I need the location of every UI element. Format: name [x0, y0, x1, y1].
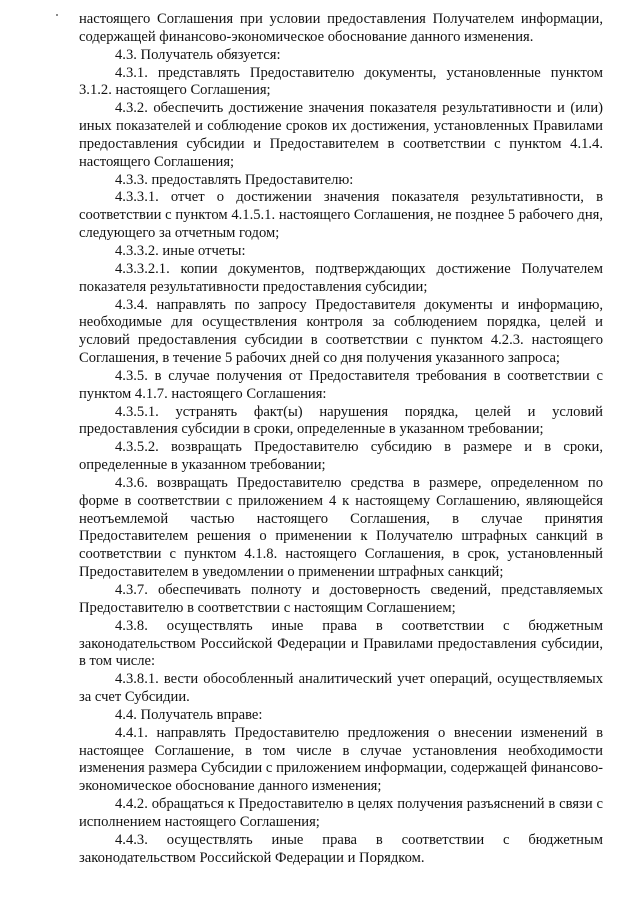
paragraph: 4.3.3. предоставлять Предоставителю:: [115, 171, 354, 188]
paragraph: 4.3.3.2.1. копии документов, подтверждающих достижение Получателем показателя результативности предоставления субсидии;: [79, 260, 603, 295]
paragraph: 4.3.1. представлять Предоставителю документы, установленные пунктом 3.1.2. настоящего Соглашения;: [79, 64, 603, 99]
paragraph: 4.4.1. направлять Предоставителю предложения о внесении изменений в настоящее Соглашение, в том числе в случае установления необходимости изменения размера Субсидии с приложением информации, содержащей финансово-экономическое обоснование данного изменения;: [79, 724, 603, 795]
paragraph: 4.3. Получатель обязуется:: [115, 46, 281, 63]
paragraph: 4.3.5.1. устранять факт(ы) нарушения порядка, целей и условий предоставления субсидии в сроки, определенные в указанном требовании;: [79, 403, 603, 438]
paragraph: 4.4.3. осуществлять иные права в соответствии с бюджетным законодательством Российской Федерации и Порядком.: [79, 831, 603, 866]
paragraph: 4.3.5. в случае получения от Предоставителя требования в соответствии с пунктом 4.1.7. настоящего Соглашения:: [79, 367, 603, 402]
paragraph: 4.3.8. осуществлять иные права в соответствии с бюджетным законодательством Российской Федерации и Правилами предоставления субсидии, в том числе:: [79, 617, 603, 670]
paragraph: 4.3.7. обеспечивать полноту и достоверность сведений, представляемых Предоставителю в соответствии с настоящим Соглашением;: [79, 582, 603, 616]
paragraph: 4.4. Получатель вправе:: [115, 706, 263, 723]
paragraph: 4.3.6. возвращать Предоставителю средства в размере, определенном по форме в соответствии с приложением 4 к настоящему Соглашению, являющейся неотъемлемой частью настоящего Соглашения, в случае принятия Предоставителем решения о применении к Получателю штрафных санкций в соответствии с пунктом 4.1.8. настоящего Соглашения, в срок, установленный Предоставителем в уведомлении о применении штрафных санкций;: [79, 474, 603, 581]
document-page: [79, 11, 603, 868]
paragraph: 4.3.3.2. иные отчеты:: [115, 242, 246, 259]
paragraph: 4.3.5.2. возвращать Предоставителю субсидию в размере и в сроки, определенные в указанном требовании;: [79, 439, 603, 474]
paragraph: 4.3.4. направлять по запросу Предоставителя документы и информацию, необходимые для осуществления контроля за соблюдением порядка, целей и условий предоставления субсидии в соответствии с пунктом 4.2.3. настоящего Соглашения, в течение 5 рабочих дней со дня получения указанного запроса;: [79, 296, 603, 367]
scan-speck: [56, 14, 58, 16]
paragraph: 4.4.2. обращаться к Предоставителю в целях получения разъяснений в связи с исполнением настоящего Соглашения;: [79, 796, 603, 830]
paragraph: 4.3.2. обеспечить достижение значения показателя результативности и (или) иных показателей и соблюдение сроков их достижения, установленных Правилами предоставления субсидии и Предоставителем в соответствии с пунктом 4.1.4. настоящего Соглашения;: [79, 100, 603, 170]
paragraph: настоящего Соглашения при условии предоставления Получателем информации, содержащей финансово-экономическое обоснование данного изменения.: [79, 11, 603, 45]
paragraph: 4.3.3.1. отчет о достижении значения показателя результативности, в соответствии с пунктом 4.1.5.1. настоящего Соглашения, не позднее 5 рабочего дня, следующего за отчетным годом;: [79, 189, 603, 242]
paragraph: 4.3.8.1. вести обособленный аналитический учет операций, осуществляемых за счет Субсидии.: [79, 671, 603, 706]
